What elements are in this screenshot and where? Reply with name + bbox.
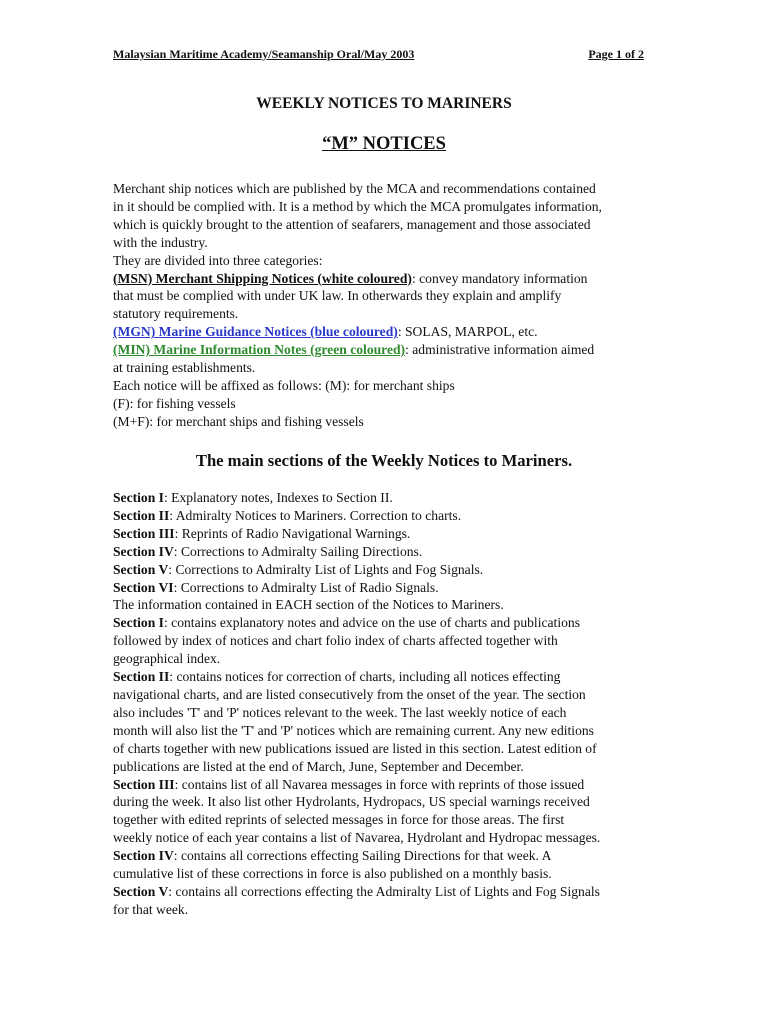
section-detail-line: of charts together with new publications issued are listed in this section. Latest edition of (113, 740, 597, 756)
section-detail-line: also includes 'T' and 'P' notices relevant to the week. The last weekly notice of each (113, 704, 567, 720)
section-detail (113, 776, 658, 794)
intro-line: They are divided into three categories: (113, 252, 323, 268)
section-label: Section IV (113, 848, 174, 864)
section-desc: : Explanatory notes, Indexes to Section II. (163, 490, 393, 505)
section-label: Section IV (113, 543, 174, 559)
document-title: WEEKLY NOTICES TO MARINERS (256, 95, 512, 112)
msn-line: that must be complied with under UK law. In otherwards they explain and amplify (113, 288, 562, 304)
section-list-item (113, 543, 658, 561)
intro-line: which is quickly brought to the attention of seafarers, management and those associated (113, 216, 591, 232)
section-list-item (113, 507, 658, 525)
info-line: The information contained in EACH section of the Notices to Mariners. (113, 597, 504, 613)
section-detail-line: followed by index of notices and chart folio index of charts affected together with (113, 633, 558, 649)
page-header (113, 47, 644, 62)
section-label: Section I (113, 490, 164, 505)
section-detail (113, 668, 658, 686)
section-detail-line: publications are listed at the end of March, June, September and December. (113, 758, 524, 774)
section-list-item (113, 489, 658, 507)
header-title: Malaysian Maritime Academy/Seamanship Oral/May 2003 (113, 47, 415, 61)
section-detail (113, 614, 658, 632)
mgn-category (113, 323, 658, 341)
intro-line: in it should be complied with. It is a method by which the MCA promulgates information, (113, 198, 602, 214)
min-text: : administrative information aimed (405, 342, 595, 358)
section-detail-line: cumulative list of these corrections in force is also published on a monthly basis. (113, 866, 552, 882)
msn-text: : convey mandatory information (411, 270, 588, 286)
section-label: Section III (113, 776, 175, 792)
msn-category (113, 270, 658, 288)
affix-line: (F): for fishing vessels (113, 395, 236, 411)
section-detail-line: month will also list the 'T' and 'P' notices which are remaining current. Any new editions (113, 722, 594, 738)
section-desc: : Corrections to Admiralty List of Lights and Fog Signals. (168, 561, 484, 577)
affix-line: Each notice will be affixed as follows: (M): for merchant ships (113, 377, 455, 393)
section-label: Section V (113, 561, 169, 577)
mgn-text: : SOLAS, MARPOL, etc. (397, 324, 538, 340)
section-label: Section III (113, 525, 175, 541)
section-list-item (113, 561, 658, 579)
mgn-label: (MGN) Marine Guidance Notices (blue coloured) (113, 324, 398, 340)
section-desc: : Corrections to Admiralty List of Radio Signals. (173, 579, 439, 595)
section-label: Section II (113, 507, 170, 523)
section-detail (113, 847, 658, 865)
section-detail-line: weekly notice of each year contains a list of Navarea, Hydrolant and Hydropac messages. (113, 830, 601, 846)
msn-line: statutory requirements. (113, 306, 239, 322)
document-subtitle: “M” NOTICES (322, 134, 446, 154)
section-detail-text: : contains list of all Navarea messages in force with reprints of those issued (174, 776, 585, 792)
affix-line: (M+F): for merchant ships and fishing vessels (113, 413, 364, 429)
min-line: at training establishments. (113, 360, 256, 376)
section-desc: : Reprints of Radio Navigational Warnings. (174, 525, 411, 541)
section-detail-text: : contains explanatory notes and advice on the use of charts and publications (163, 615, 580, 631)
page-number: Page 1 of 2 (588, 47, 644, 61)
intro-block (113, 180, 658, 431)
section-desc: : Corrections to Admiralty Sailing Directions. (173, 543, 423, 559)
section-label: Section I (113, 615, 164, 631)
section-desc: : Admiralty Notices to Mariners. Correction to charts. (169, 507, 462, 523)
section-detail-text: : contains all corrections effecting Sailing Directions for that week. A (173, 848, 552, 864)
section-label: Section V (113, 883, 169, 899)
section-label: Section II (113, 669, 170, 685)
section-detail-line: geographical index. (113, 651, 221, 667)
min-label: (MIN) Marine Information Notes (green coloured) (113, 342, 406, 358)
intro-line: Merchant ship notices which are published by the MCA and recommendations contained (113, 181, 596, 196)
section-detail-text: : contains notices for correction of charts, including all notices effecting (169, 669, 561, 685)
section-list-item (113, 525, 658, 543)
msn-label: (MSN) Merchant Shipping Notices (white coloured) (113, 270, 412, 286)
section-detail-line: during the week. It also list other Hydrolants, Hydropacs, US special warnings received (113, 794, 590, 810)
section-detail (113, 883, 658, 901)
section-detail-line: for that week. (113, 901, 189, 917)
section-detail-line: navigational charts, and are listed consecutively from the onset of the year. The section (113, 686, 586, 702)
intro-line: with the industry. (113, 234, 208, 250)
section-list-item (113, 579, 658, 597)
sections-block (113, 489, 658, 919)
main-sections-heading: The main sections of the Weekly Notices to Mariners. (195, 451, 573, 470)
min-category (113, 341, 658, 359)
section-detail-text: : contains all corrections effecting the Admiralty List of Lights and Fog Signals (168, 883, 600, 899)
section-detail-line: together with edited reprints of selected messages in force for those areas. The first (113, 812, 565, 828)
section-label: Section VI (113, 579, 174, 595)
